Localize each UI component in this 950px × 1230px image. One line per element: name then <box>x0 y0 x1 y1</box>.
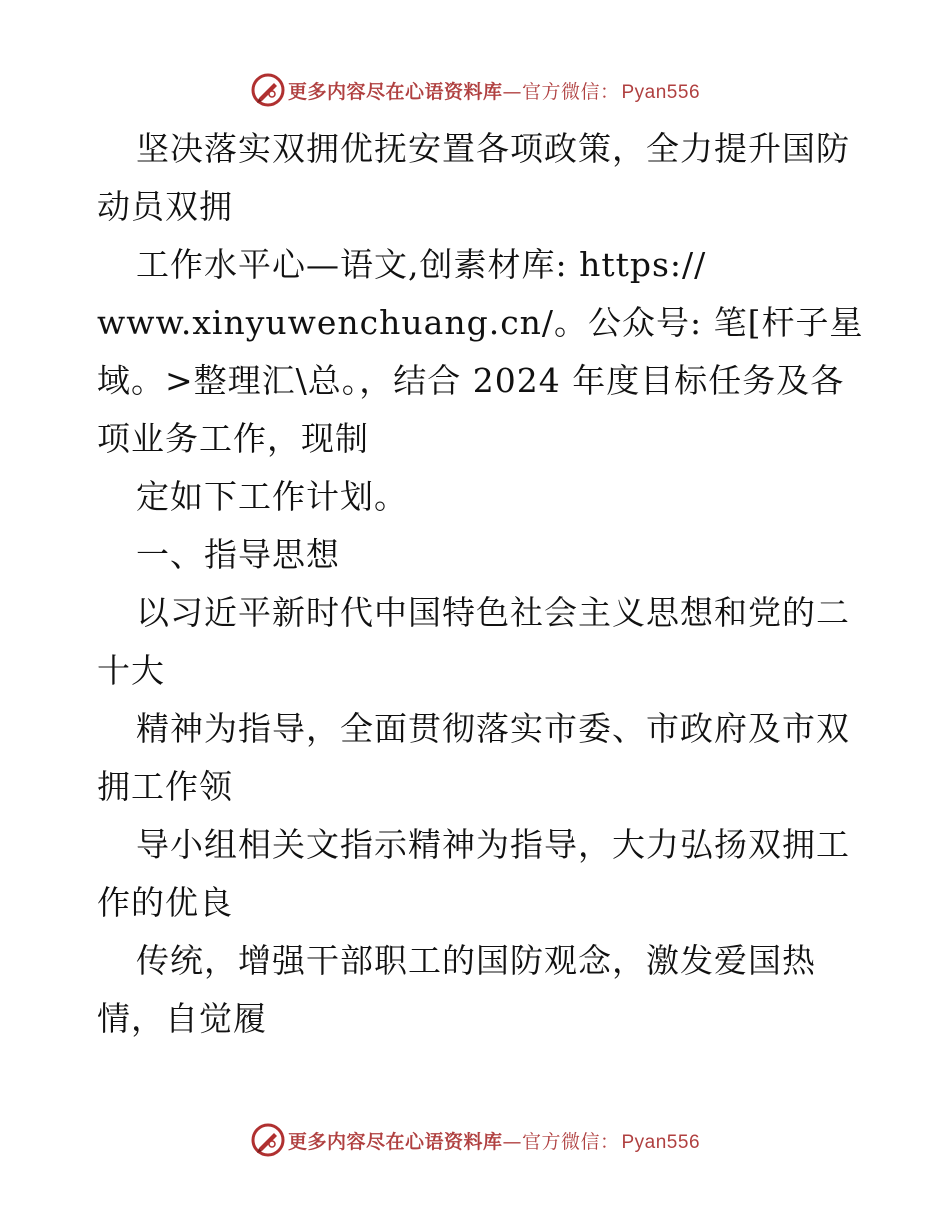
pen-logo-icon <box>250 72 286 108</box>
header-watermark-banner <box>0 72 950 108</box>
header-watermark-group <box>250 72 700 108</box>
text-line: 坚决落实双拥优抚安置各项政策，全力提升国防 <box>136 129 850 168</box>
footer-watermark-main: 更多内容尽在心语资料库 <box>287 1130 503 1153</box>
header-watermark-sep: — <box>502 80 522 103</box>
text-line: 精神为指导，全面贯彻落实市委、市政府及市双 <box>136 709 850 748</box>
text-line: 导小组相关文指示精神为指导，大力弘扬双拥工 <box>136 825 850 864</box>
section-heading: 一、指导思想 <box>136 535 340 574</box>
footer-watermark-sep: — <box>502 1130 522 1153</box>
text-line: 定如下工作计划。 <box>136 477 408 516</box>
footer-watermark-banner <box>0 1122 950 1158</box>
footer-watermark-text <box>288 1127 700 1154</box>
text-line: 工作水平心—语文,创素材库: https:// <box>136 245 707 284</box>
pen-logo-icon <box>250 1122 286 1158</box>
text-line: 以习近平新时代中国特色社会主义思想和党的二 <box>136 593 850 632</box>
footer-watermark-label: 官方微信： <box>521 1130 620 1153</box>
header-watermark-main: 更多内容尽在心语资料库 <box>287 80 503 103</box>
text-line: 情，自觉履 <box>97 999 267 1038</box>
text-line: 动员双拥 <box>97 187 233 226</box>
header-watermark-id: Pyan556 <box>621 81 701 103</box>
text-line: 传统，增强干部职工的国防观念，激发爱国热 <box>136 941 816 980</box>
text-line: 十大 <box>97 651 165 690</box>
footer-watermark-group <box>250 1122 700 1158</box>
document-body <box>97 120 867 1048</box>
header-watermark-label: 官方微信： <box>521 80 620 103</box>
text-line: 项业务工作，现制 <box>97 419 369 458</box>
text-line: 拥工作领 <box>97 767 233 806</box>
footer-watermark-id: Pyan556 <box>621 1131 701 1153</box>
text-line: 作的优良 <box>97 883 233 922</box>
text-line: www.xinyuwenchuang.cn/。公众号: 笔[杆子星 <box>97 303 864 342</box>
header-watermark-text <box>288 77 700 104</box>
text-line: 域。>整理汇\总。，结合 2024 年度目标任务及各 <box>97 361 845 400</box>
